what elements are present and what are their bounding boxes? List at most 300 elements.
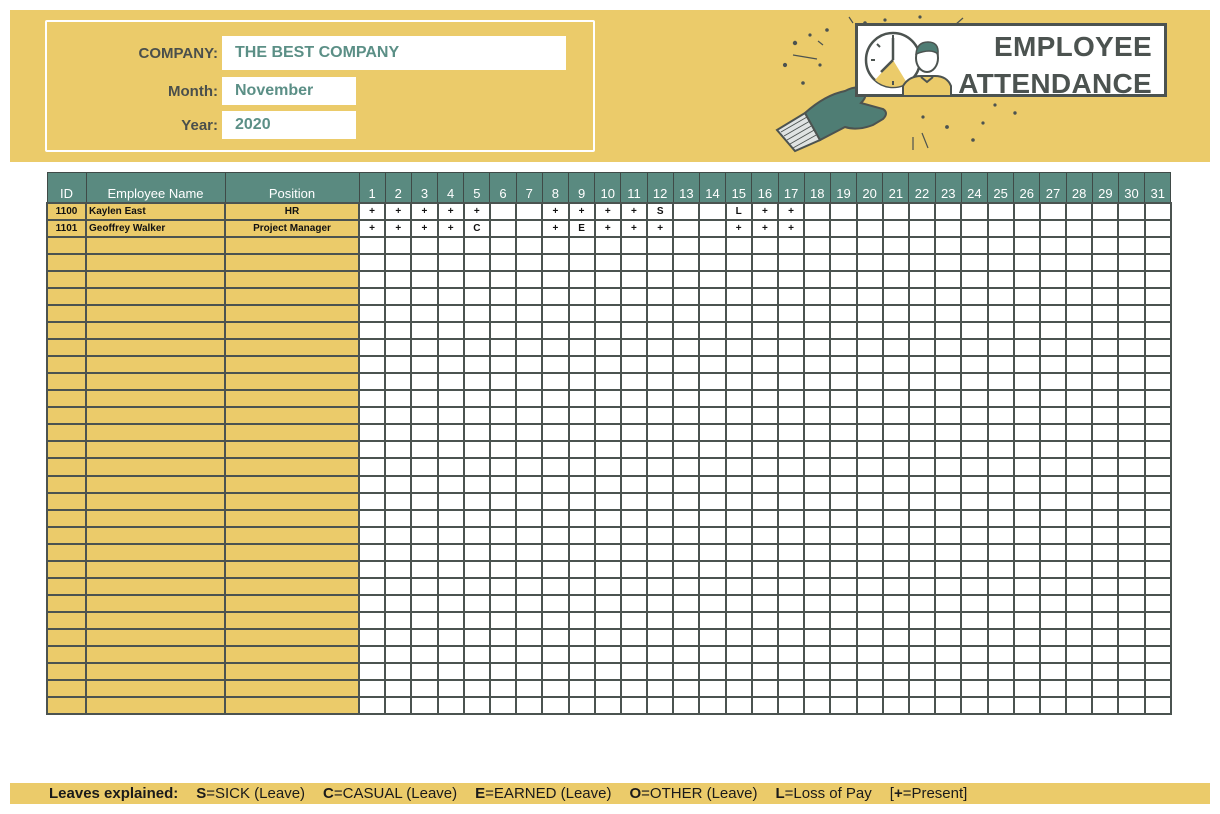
attendance-cell[interactable] [883,476,909,493]
attendance-cell[interactable] [516,322,542,339]
attendance-cell[interactable] [359,561,385,578]
attendance-cell[interactable] [1092,356,1118,373]
attendance-cell[interactable] [1066,458,1092,475]
attendance-cell[interactable] [883,646,909,663]
attendance-cell[interactable] [1118,629,1144,646]
attendance-cell[interactable] [359,527,385,544]
attendance-cell[interactable] [961,527,987,544]
attendance-cell[interactable] [909,680,935,697]
id-cell[interactable] [47,493,86,510]
attendance-cell[interactable] [359,305,385,322]
attendance-cell[interactable] [595,663,621,680]
attendance-cell[interactable] [1066,339,1092,356]
attendance-cell[interactable] [411,697,437,714]
attendance-cell[interactable] [621,441,647,458]
attendance-cell[interactable] [699,271,725,288]
attendance-cell[interactable] [516,510,542,527]
name-cell[interactable] [86,356,225,373]
attendance-cell[interactable] [1092,595,1118,612]
attendance-cell[interactable] [673,356,699,373]
id-cell[interactable] [47,595,86,612]
attendance-cell[interactable] [490,339,516,356]
attendance-cell[interactable] [988,595,1014,612]
attendance-cell[interactable] [673,527,699,544]
attendance-cell[interactable] [1092,612,1118,629]
attendance-cell[interactable] [726,561,752,578]
attendance-cell[interactable] [516,476,542,493]
attendance-cell[interactable] [359,339,385,356]
attendance-cell[interactable] [359,424,385,441]
attendance-cell[interactable] [490,458,516,475]
attendance-cell[interactable] [595,288,621,305]
attendance-cell[interactable]: L [726,203,752,220]
name-cell[interactable] [86,612,225,629]
attendance-cell[interactable] [516,561,542,578]
attendance-cell[interactable] [1066,697,1092,714]
attendance-cell[interactable] [752,612,778,629]
attendance-cell[interactable] [804,578,830,595]
attendance-cell[interactable] [1066,271,1092,288]
attendance-cell[interactable] [1145,697,1171,714]
attendance-cell[interactable] [699,527,725,544]
attendance-cell[interactable] [490,663,516,680]
attendance-cell[interactable] [490,629,516,646]
position-cell[interactable] [225,663,359,680]
attendance-cell[interactable] [569,646,595,663]
attendance-cell[interactable] [516,373,542,390]
id-cell[interactable] [47,305,86,322]
attendance-cell[interactable] [752,271,778,288]
position-cell[interactable] [225,629,359,646]
attendance-cell[interactable] [411,339,437,356]
attendance-cell[interactable] [595,424,621,441]
attendance-cell[interactable] [673,680,699,697]
attendance-cell[interactable] [883,510,909,527]
attendance-cell[interactable] [595,510,621,527]
attendance-cell[interactable] [1145,254,1171,271]
attendance-cell[interactable] [438,544,464,561]
attendance-cell[interactable] [804,646,830,663]
attendance-cell[interactable] [857,254,883,271]
position-cell[interactable] [225,578,359,595]
attendance-cell[interactable] [1014,527,1040,544]
attendance-cell[interactable] [542,441,568,458]
attendance-cell[interactable]: + [438,203,464,220]
attendance-cell[interactable] [988,680,1014,697]
attendance-cell[interactable] [1118,203,1144,220]
attendance-cell[interactable] [359,612,385,629]
attendance-cell[interactable] [621,663,647,680]
attendance-cell[interactable] [569,288,595,305]
attendance-cell[interactable] [542,476,568,493]
attendance-cell[interactable] [411,629,437,646]
attendance-cell[interactable] [464,356,490,373]
attendance-cell[interactable] [935,697,961,714]
attendance-cell[interactable] [673,390,699,407]
attendance-cell[interactable] [699,356,725,373]
id-cell[interactable] [47,254,86,271]
attendance-cell[interactable] [1092,663,1118,680]
attendance-cell[interactable] [385,493,411,510]
attendance-cell[interactable] [542,322,568,339]
attendance-cell[interactable] [595,305,621,322]
id-cell[interactable] [47,288,86,305]
attendance-cell[interactable] [569,424,595,441]
attendance-cell[interactable] [909,476,935,493]
attendance-cell[interactable] [830,390,856,407]
attendance-cell[interactable] [1118,339,1144,356]
attendance-cell[interactable] [778,544,804,561]
attendance-cell[interactable] [359,493,385,510]
attendance-cell[interactable] [1092,441,1118,458]
attendance-cell[interactable] [752,629,778,646]
attendance-cell[interactable] [621,458,647,475]
attendance-cell[interactable] [857,493,883,510]
attendance-cell[interactable] [438,680,464,697]
attendance-cell[interactable] [1066,220,1092,237]
attendance-cell[interactable] [909,663,935,680]
attendance-cell[interactable] [1066,203,1092,220]
position-cell[interactable] [225,356,359,373]
attendance-cell[interactable] [647,493,673,510]
attendance-cell[interactable] [621,476,647,493]
attendance-cell[interactable] [961,493,987,510]
attendance-cell[interactable] [1014,203,1040,220]
attendance-cell[interactable] [935,424,961,441]
attendance-cell[interactable] [385,697,411,714]
id-cell[interactable] [47,441,86,458]
attendance-cell[interactable] [778,424,804,441]
attendance-cell[interactable] [359,510,385,527]
attendance-cell[interactable] [804,510,830,527]
attendance-cell[interactable] [516,390,542,407]
attendance-cell[interactable] [621,544,647,561]
attendance-cell[interactable] [830,237,856,254]
attendance-cell[interactable] [1066,510,1092,527]
attendance-cell[interactable] [752,424,778,441]
attendance-cell[interactable] [647,390,673,407]
attendance-cell[interactable] [516,288,542,305]
attendance-cell[interactable] [778,612,804,629]
attendance-cell[interactable] [438,254,464,271]
attendance-cell[interactable] [1014,544,1040,561]
id-cell[interactable] [47,697,86,714]
attendance-cell[interactable] [752,305,778,322]
attendance-cell[interactable] [935,390,961,407]
attendance-cell[interactable] [935,356,961,373]
attendance-cell[interactable] [726,271,752,288]
attendance-cell[interactable] [988,493,1014,510]
attendance-cell[interactable] [909,220,935,237]
attendance-cell[interactable] [542,680,568,697]
attendance-cell[interactable] [1014,680,1040,697]
attendance-cell[interactable] [464,527,490,544]
attendance-cell[interactable] [542,458,568,475]
attendance-cell[interactable] [909,356,935,373]
attendance-cell[interactable] [621,680,647,697]
attendance-cell[interactable] [411,663,437,680]
attendance-cell[interactable] [464,697,490,714]
attendance-cell[interactable] [804,663,830,680]
attendance-cell[interactable] [699,339,725,356]
attendance-cell[interactable] [1066,612,1092,629]
attendance-cell[interactable] [961,288,987,305]
attendance-cell[interactable] [726,663,752,680]
attendance-cell[interactable] [1066,254,1092,271]
attendance-cell[interactable] [909,646,935,663]
attendance-cell[interactable] [438,339,464,356]
attendance-cell[interactable]: + [595,220,621,237]
attendance-cell[interactable] [883,288,909,305]
id-cell[interactable] [47,271,86,288]
attendance-cell[interactable] [883,271,909,288]
attendance-cell[interactable] [752,527,778,544]
attendance-cell[interactable] [830,203,856,220]
attendance-cell[interactable] [804,476,830,493]
attendance-cell[interactable] [699,305,725,322]
attendance-cell[interactable] [726,458,752,475]
attendance-cell[interactable] [516,271,542,288]
attendance-cell[interactable] [569,578,595,595]
attendance-cell[interactable] [647,476,673,493]
attendance-cell[interactable] [857,697,883,714]
attendance-cell[interactable] [857,390,883,407]
attendance-cell[interactable] [569,373,595,390]
attendance-cell[interactable] [464,544,490,561]
attendance-cell[interactable] [490,510,516,527]
attendance-cell[interactable] [1066,578,1092,595]
attendance-cell[interactable] [804,458,830,475]
attendance-cell[interactable] [1092,646,1118,663]
attendance-cell[interactable] [778,646,804,663]
attendance-cell[interactable] [830,595,856,612]
position-cell[interactable] [225,697,359,714]
attendance-cell[interactable] [699,595,725,612]
attendance-cell[interactable] [621,288,647,305]
attendance-cell[interactable] [726,646,752,663]
attendance-cell[interactable] [595,629,621,646]
name-cell[interactable] [86,493,225,510]
attendance-cell[interactable] [935,510,961,527]
attendance-cell[interactable] [438,305,464,322]
attendance-cell[interactable] [438,390,464,407]
attendance-cell[interactable] [516,544,542,561]
position-cell[interactable] [225,237,359,254]
attendance-cell[interactable] [621,629,647,646]
attendance-cell[interactable] [1092,288,1118,305]
attendance-cell[interactable] [752,697,778,714]
attendance-cell[interactable] [385,476,411,493]
attendance-cell[interactable] [647,339,673,356]
position-cell[interactable] [225,527,359,544]
attendance-cell[interactable] [490,373,516,390]
attendance-cell[interactable] [411,305,437,322]
attendance-cell[interactable] [1145,458,1171,475]
attendance-cell[interactable] [1145,561,1171,578]
attendance-cell[interactable] [569,322,595,339]
position-cell[interactable] [225,510,359,527]
attendance-cell[interactable] [1092,476,1118,493]
attendance-cell[interactable] [699,493,725,510]
position-cell[interactable]: Project Manager [225,220,359,237]
attendance-cell[interactable] [935,237,961,254]
attendance-cell[interactable] [1118,510,1144,527]
attendance-cell[interactable] [673,339,699,356]
attendance-cell[interactable] [883,220,909,237]
attendance-cell[interactable] [857,441,883,458]
attendance-cell[interactable] [438,612,464,629]
attendance-cell[interactable] [516,203,542,220]
attendance-cell[interactable] [464,407,490,424]
id-cell[interactable] [47,476,86,493]
attendance-cell[interactable] [726,339,752,356]
attendance-cell[interactable] [595,458,621,475]
attendance-cell[interactable] [961,561,987,578]
attendance-cell[interactable] [830,356,856,373]
attendance-cell[interactable]: + [385,220,411,237]
attendance-cell[interactable] [516,527,542,544]
attendance-cell[interactable] [359,322,385,339]
attendance-cell[interactable] [1066,390,1092,407]
attendance-cell[interactable]: + [359,220,385,237]
attendance-cell[interactable] [699,441,725,458]
attendance-cell[interactable] [1066,237,1092,254]
position-cell[interactable] [225,288,359,305]
attendance-cell[interactable] [778,339,804,356]
attendance-cell[interactable] [961,407,987,424]
attendance-cell[interactable] [1014,663,1040,680]
attendance-cell[interactable] [830,493,856,510]
attendance-cell[interactable] [516,493,542,510]
attendance-cell[interactable] [752,390,778,407]
attendance-cell[interactable] [857,476,883,493]
attendance-cell[interactable] [883,203,909,220]
attendance-cell[interactable] [988,629,1014,646]
attendance-cell[interactable] [830,254,856,271]
attendance-cell[interactable] [595,407,621,424]
attendance-cell[interactable] [516,612,542,629]
position-cell[interactable] [225,646,359,663]
name-cell[interactable] [86,561,225,578]
attendance-cell[interactable] [857,322,883,339]
attendance-cell[interactable] [1040,305,1066,322]
attendance-cell[interactable] [1066,646,1092,663]
attendance-cell[interactable] [1118,271,1144,288]
attendance-cell[interactable] [726,697,752,714]
attendance-cell[interactable]: + [778,220,804,237]
id-cell[interactable] [47,339,86,356]
attendance-cell[interactable] [883,680,909,697]
attendance-cell[interactable] [778,407,804,424]
attendance-cell[interactable] [1145,424,1171,441]
attendance-cell[interactable] [699,424,725,441]
attendance-cell[interactable] [699,254,725,271]
attendance-cell[interactable] [1118,288,1144,305]
attendance-cell[interactable] [516,441,542,458]
attendance-cell[interactable] [595,544,621,561]
attendance-cell[interactable] [490,271,516,288]
attendance-cell[interactable] [778,476,804,493]
attendance-cell[interactable] [438,629,464,646]
attendance-cell[interactable] [490,305,516,322]
attendance-cell[interactable] [1092,322,1118,339]
attendance-cell[interactable] [857,629,883,646]
attendance-cell[interactable] [385,663,411,680]
attendance-cell[interactable] [752,578,778,595]
attendance-cell[interactable] [411,458,437,475]
attendance-cell[interactable] [385,390,411,407]
attendance-cell[interactable] [857,203,883,220]
position-cell[interactable] [225,390,359,407]
attendance-cell[interactable] [490,237,516,254]
position-cell[interactable] [225,544,359,561]
attendance-cell[interactable] [621,595,647,612]
attendance-cell[interactable] [621,407,647,424]
attendance-cell[interactable] [909,493,935,510]
attendance-cell[interactable] [909,407,935,424]
attendance-cell[interactable] [385,407,411,424]
attendance-cell[interactable] [1014,629,1040,646]
attendance-cell[interactable] [752,561,778,578]
attendance-cell[interactable] [542,356,568,373]
attendance-cell[interactable] [385,271,411,288]
attendance-cell[interactable] [1118,578,1144,595]
attendance-cell[interactable] [542,407,568,424]
attendance-cell[interactable]: + [411,220,437,237]
attendance-cell[interactable] [490,646,516,663]
attendance-cell[interactable] [1066,373,1092,390]
attendance-cell[interactable] [778,322,804,339]
attendance-cell[interactable] [699,407,725,424]
attendance-cell[interactable] [359,680,385,697]
attendance-cell[interactable] [359,663,385,680]
attendance-cell[interactable] [1145,595,1171,612]
attendance-cell[interactable] [385,441,411,458]
attendance-cell[interactable] [804,373,830,390]
attendance-cell[interactable] [1118,663,1144,680]
id-cell[interactable] [47,663,86,680]
name-cell[interactable] [86,697,225,714]
attendance-cell[interactable] [569,493,595,510]
attendance-cell[interactable] [464,390,490,407]
attendance-cell[interactable] [935,476,961,493]
attendance-cell[interactable] [935,458,961,475]
attendance-cell[interactable] [1040,220,1066,237]
attendance-cell[interactable] [961,544,987,561]
attendance-cell[interactable] [961,578,987,595]
attendance-cell[interactable] [438,424,464,441]
attendance-cell[interactable] [411,424,437,441]
attendance-cell[interactable] [830,322,856,339]
attendance-cell[interactable] [699,288,725,305]
attendance-cell[interactable] [699,510,725,527]
attendance-cell[interactable] [909,237,935,254]
attendance-cell[interactable] [1092,390,1118,407]
attendance-cell[interactable] [699,458,725,475]
attendance-cell[interactable] [961,322,987,339]
attendance-cell[interactable] [385,612,411,629]
attendance-cell[interactable] [830,373,856,390]
name-cell[interactable] [86,288,225,305]
attendance-cell[interactable] [595,578,621,595]
attendance-cell[interactable] [830,544,856,561]
attendance-cell[interactable] [359,254,385,271]
attendance-cell[interactable] [726,441,752,458]
attendance-cell[interactable] [438,288,464,305]
attendance-cell[interactable] [621,339,647,356]
attendance-cell[interactable] [595,237,621,254]
attendance-cell[interactable] [438,663,464,680]
